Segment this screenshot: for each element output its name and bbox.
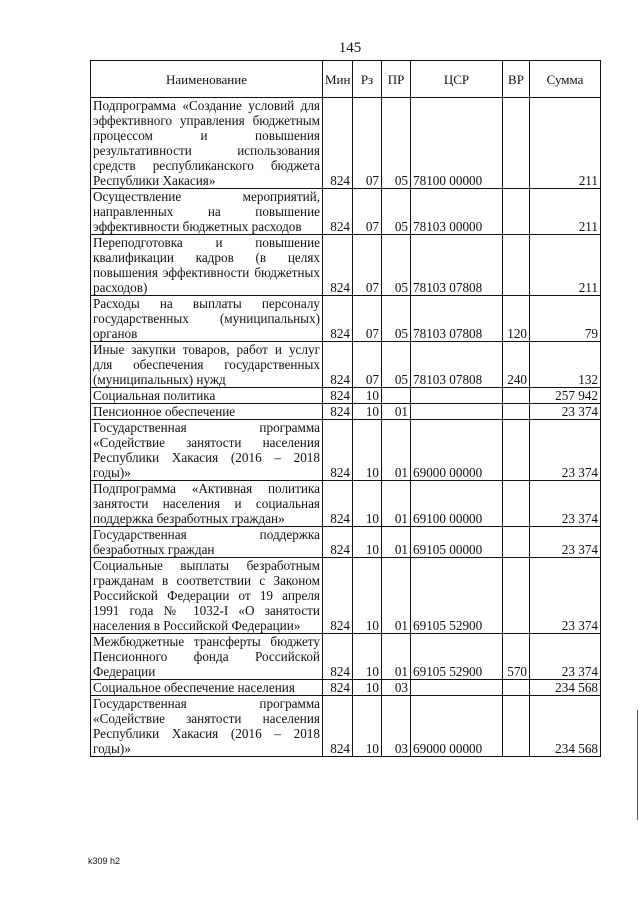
row-csr xyxy=(411,404,503,420)
row-csr: 78103 07808 xyxy=(411,342,503,388)
row-csr: 69100 00000 xyxy=(411,481,503,527)
row-sum: 23 374 xyxy=(530,527,601,558)
row-min: 824 xyxy=(323,296,353,342)
row-name: Осуществление мероприятий, направленных на повышение эффективности бюджетных расходов xyxy=(91,189,323,235)
row-rz: 10 xyxy=(353,420,382,481)
row-vr: 570 xyxy=(503,634,530,680)
row-vr xyxy=(503,235,530,296)
page-number: 145 xyxy=(338,40,362,56)
row-sum: 211 xyxy=(530,98,601,189)
row-vr xyxy=(503,696,530,757)
row-rz: 07 xyxy=(353,189,382,235)
row-sum: 257 942 xyxy=(530,388,601,404)
header-sum: Сумма xyxy=(530,61,601,98)
row-pr: 01 xyxy=(382,481,411,527)
table-row xyxy=(91,342,601,388)
row-vr xyxy=(503,680,530,696)
table-row xyxy=(91,527,601,558)
row-name: Пенсионное обеспечение xyxy=(91,404,323,420)
row-name: Социальная политика xyxy=(91,388,323,404)
header-min: Мин xyxy=(323,61,353,98)
row-min: 824 xyxy=(323,342,353,388)
row-csr: 69105 52900 xyxy=(411,634,503,680)
row-rz: 07 xyxy=(353,98,382,189)
row-pr: 05 xyxy=(382,235,411,296)
row-sum: 23 374 xyxy=(530,481,601,527)
row-rz: 10 xyxy=(353,404,382,420)
row-csr: 69000 00000 xyxy=(411,696,503,757)
row-sum: 234 568 xyxy=(530,696,601,757)
row-rz: 10 xyxy=(353,634,382,680)
row-rz: 07 xyxy=(353,235,382,296)
header-vr: ВР xyxy=(503,61,530,98)
header-pr: ПР xyxy=(382,61,411,98)
row-min: 824 xyxy=(323,388,353,404)
row-vr xyxy=(503,388,530,404)
row-rz: 10 xyxy=(353,388,382,404)
header-rz: Рз xyxy=(353,61,382,98)
row-csr xyxy=(411,388,503,404)
row-min: 824 xyxy=(323,98,353,189)
row-name: Государственная программа «Содействие занятости населения Республики Хакасия (2016 – 2018 годы)» xyxy=(91,696,323,757)
row-name: Межбюджетные трансферты бюджету Пенсионного фонда Российской Федерации xyxy=(91,634,323,680)
row-name: Расходы на выплаты персоналу государственных (муниципальных) органов xyxy=(91,296,323,342)
row-rz: 10 xyxy=(353,481,382,527)
row-name: Социальное обеспечение населения xyxy=(91,680,323,696)
row-csr: 78103 07808 xyxy=(411,235,503,296)
row-min: 824 xyxy=(323,634,353,680)
row-rz: 10 xyxy=(353,527,382,558)
table-row xyxy=(91,404,601,420)
header-csr: ЦСР xyxy=(411,61,503,98)
table-row xyxy=(91,296,601,342)
row-name: Государственная программа «Содействие занятости населения Республики Хакасия (2016 – 2018 годы)» xyxy=(91,420,323,481)
row-csr: 78103 00000 xyxy=(411,189,503,235)
row-sum: 23 374 xyxy=(530,634,601,680)
row-pr: 01 xyxy=(382,558,411,634)
row-vr: 120 xyxy=(503,296,530,342)
row-rz: 07 xyxy=(353,342,382,388)
row-min: 824 xyxy=(323,680,353,696)
row-name: Социальные выплаты безработным гражданам в соответствии с Законом Российской Федерации от 19 апреля 1991 года № 1032-I «О занятости населения в Российской Федерации» xyxy=(91,558,323,634)
table-row xyxy=(91,634,601,680)
row-csr: 78100 00000 xyxy=(411,98,503,189)
row-rz: 10 xyxy=(353,680,382,696)
row-vr xyxy=(503,189,530,235)
table-row xyxy=(91,235,601,296)
row-pr: 01 xyxy=(382,420,411,481)
table-row xyxy=(91,420,601,481)
row-sum: 23 374 xyxy=(530,420,601,481)
row-rz: 07 xyxy=(353,296,382,342)
header-name: Наименование xyxy=(91,61,323,98)
row-pr: 05 xyxy=(382,296,411,342)
row-min: 824 xyxy=(323,420,353,481)
row-vr: 240 xyxy=(503,342,530,388)
row-vr xyxy=(503,98,530,189)
row-csr xyxy=(411,680,503,696)
row-csr: 69105 00000 xyxy=(411,527,503,558)
row-sum: 211 xyxy=(530,189,601,235)
budget-table xyxy=(90,60,601,757)
table-row xyxy=(91,696,601,757)
row-name: Переподготовка и повышение квалификации кадров (в целях повышения эффективности бюджетных расходов) xyxy=(91,235,323,296)
row-vr xyxy=(503,404,530,420)
row-rz: 10 xyxy=(353,558,382,634)
table-row xyxy=(91,98,601,189)
table-body xyxy=(91,98,601,757)
table-row xyxy=(91,189,601,235)
footer-code: k309 h2 xyxy=(88,856,121,866)
row-vr xyxy=(503,420,530,481)
row-pr: 01 xyxy=(382,527,411,558)
row-name: Подпрограмма «Активная политика занятости населения и социальная поддержка безработных граждан» xyxy=(91,481,323,527)
row-sum: 132 xyxy=(530,342,601,388)
row-pr: 03 xyxy=(382,680,411,696)
row-min: 824 xyxy=(323,558,353,634)
row-csr: 69105 52900 xyxy=(411,558,503,634)
row-csr: 78103 07808 xyxy=(411,296,503,342)
row-sum: 23 374 xyxy=(530,404,601,420)
table-row xyxy=(91,481,601,527)
row-sum: 23 374 xyxy=(530,558,601,634)
row-name: Государственная поддержка безработных граждан xyxy=(91,527,323,558)
row-name: Подпрограмма «Создание условий для эффективного управления бюджетным процессом и повышения результативности использования средств республиканского бюджета Республики Хакасия» xyxy=(91,98,323,189)
row-pr: 03 xyxy=(382,696,411,757)
row-sum: 211 xyxy=(530,235,601,296)
row-min: 824 xyxy=(323,527,353,558)
row-vr xyxy=(503,558,530,634)
row-sum: 234 568 xyxy=(530,680,601,696)
row-sum: 79 xyxy=(530,296,601,342)
scan-edge-mark xyxy=(637,710,638,820)
row-min: 824 xyxy=(323,235,353,296)
row-pr xyxy=(382,388,411,404)
table-row xyxy=(91,680,601,696)
row-vr xyxy=(503,481,530,527)
row-pr: 05 xyxy=(382,189,411,235)
row-min: 824 xyxy=(323,189,353,235)
row-pr: 01 xyxy=(382,634,411,680)
row-min: 824 xyxy=(323,696,353,757)
row-pr: 01 xyxy=(382,404,411,420)
table-row xyxy=(91,388,601,404)
row-vr xyxy=(503,527,530,558)
table-header-row xyxy=(91,61,601,98)
row-pr: 05 xyxy=(382,98,411,189)
row-rz: 10 xyxy=(353,696,382,757)
row-pr: 05 xyxy=(382,342,411,388)
row-name: Иные закупки товаров, работ и услуг для обеспечения государственных (муниципальных) нужд xyxy=(91,342,323,388)
row-min: 824 xyxy=(323,481,353,527)
row-min: 824 xyxy=(323,404,353,420)
row-csr: 69000 00000 xyxy=(411,420,503,481)
table-row xyxy=(91,558,601,634)
